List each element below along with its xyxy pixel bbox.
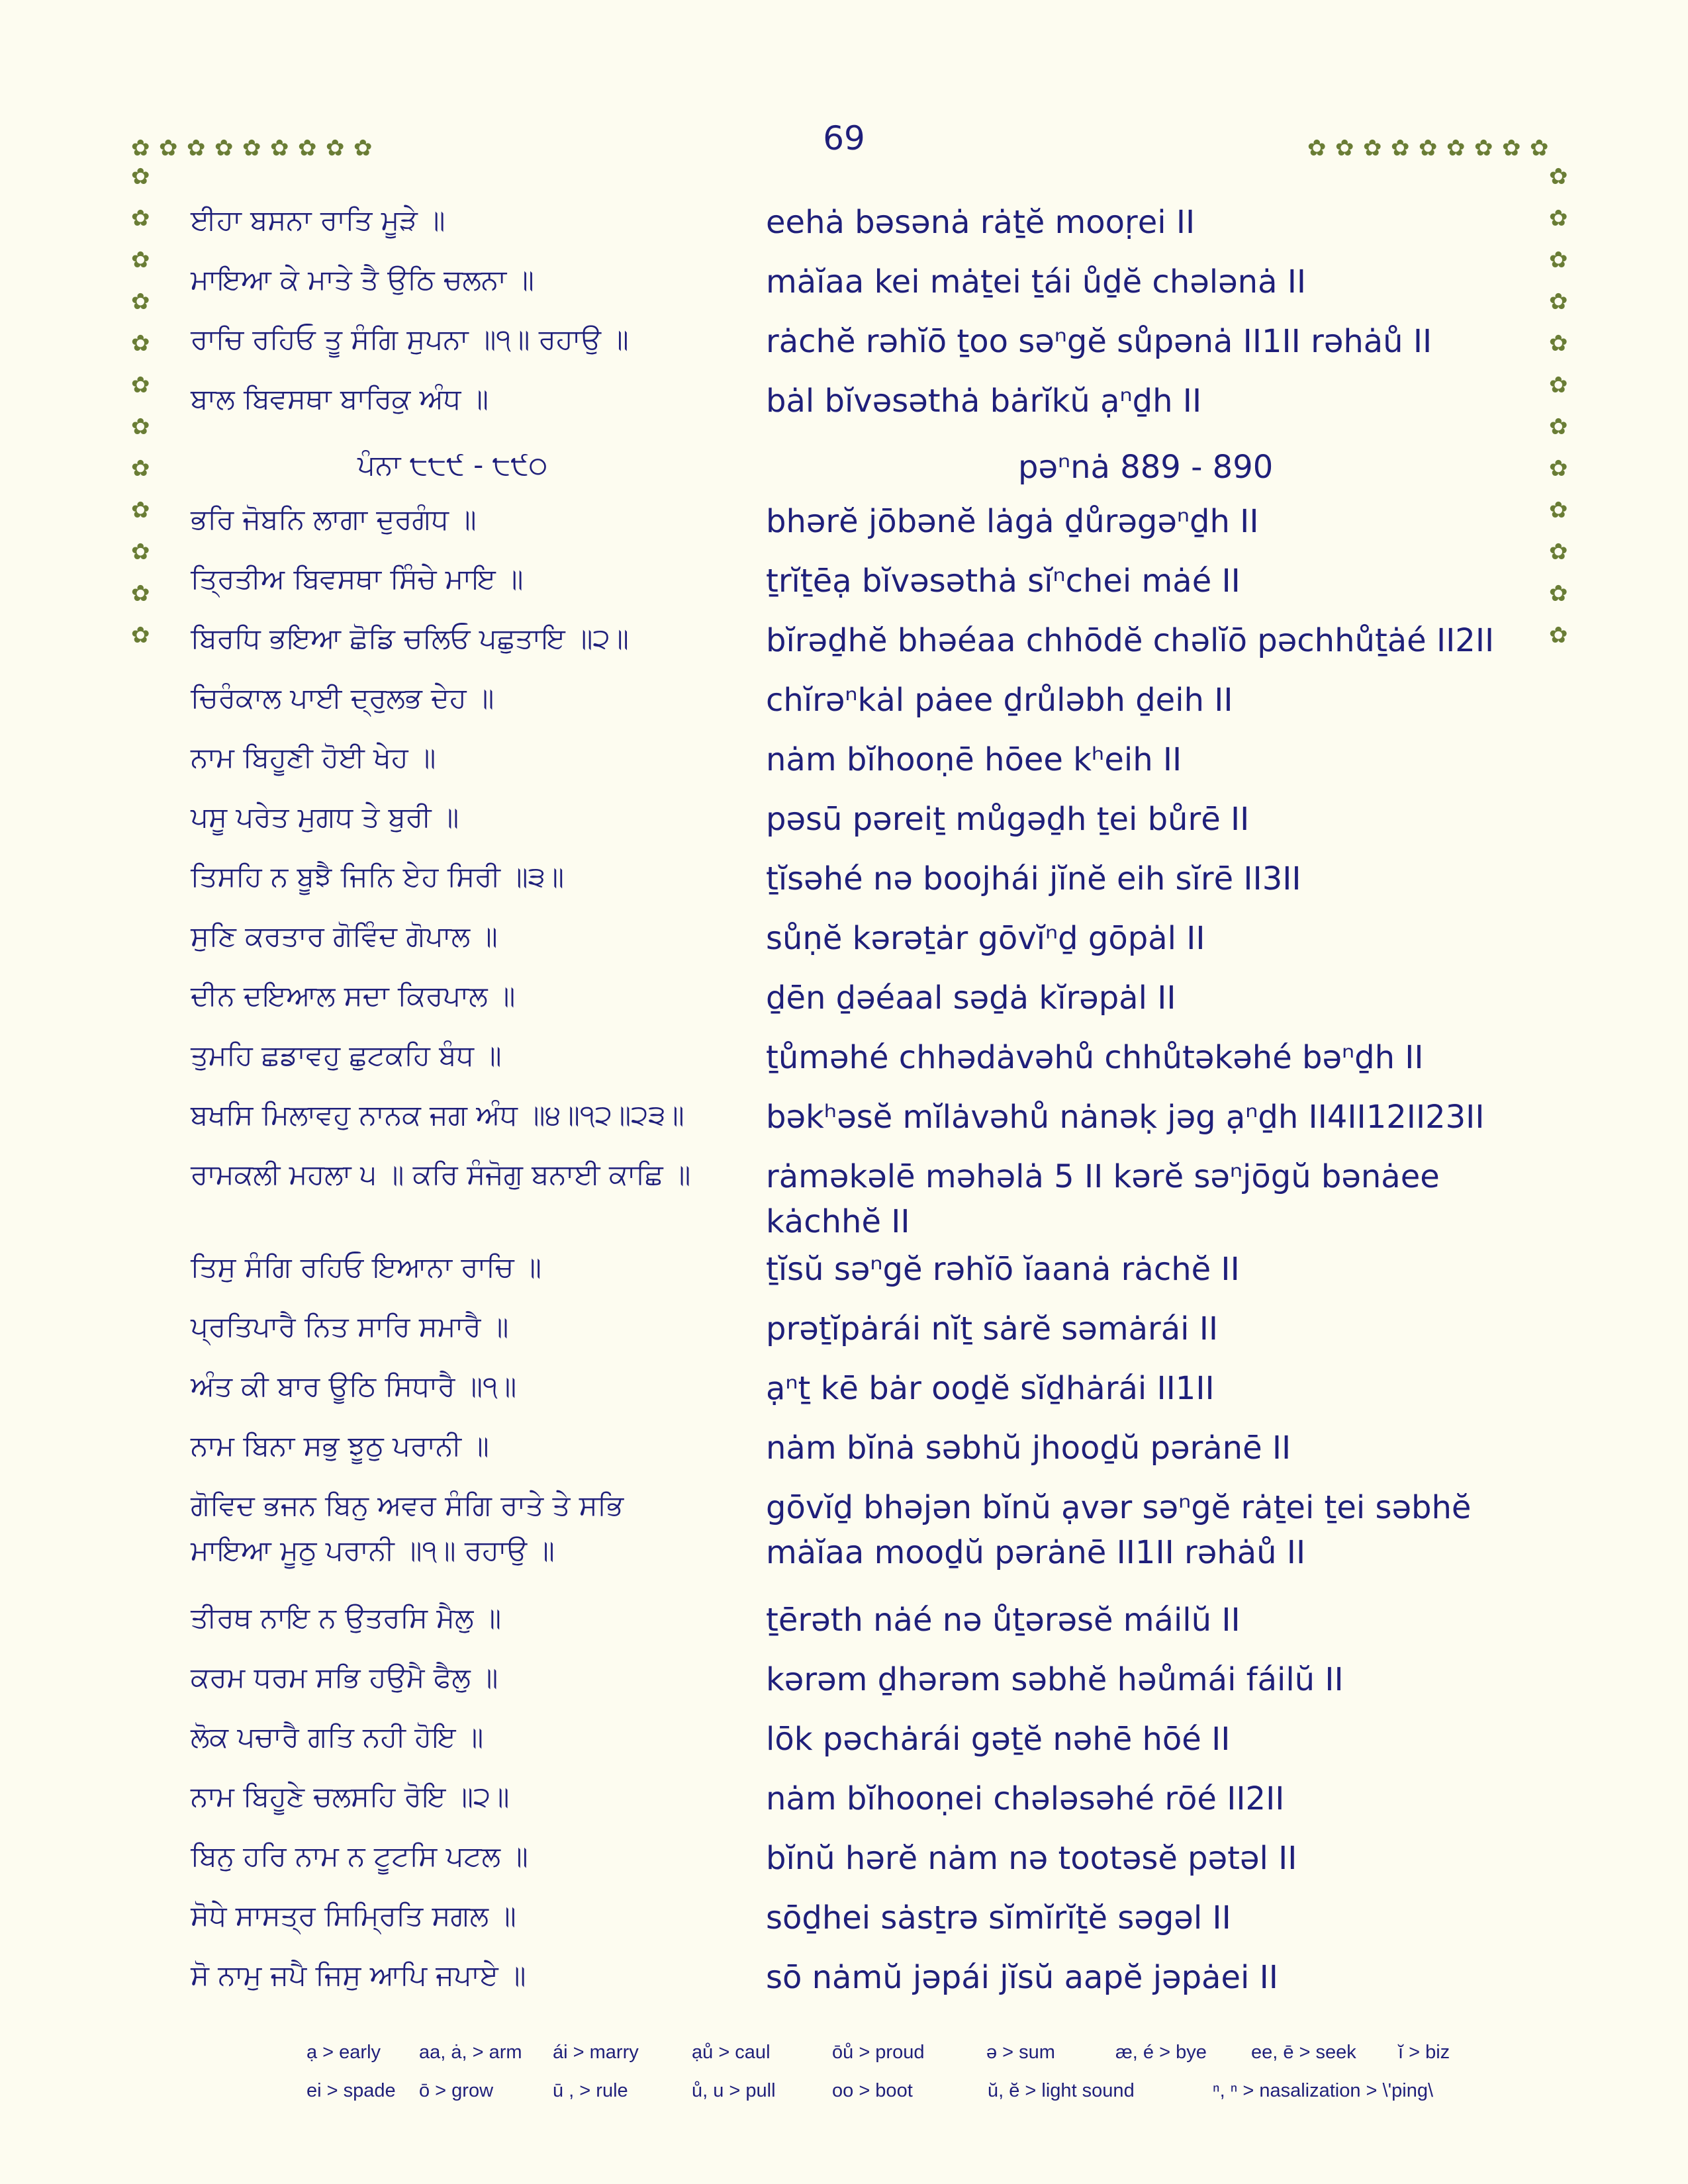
transliteration-text: sō nȧmŭ jəpái jĭsŭ aapĕ jəpȧei II bbox=[766, 1959, 1278, 1996]
gurmukhi-text: ਤੁਮਹਿ ਛਡਾਵਹੁ ਛੁਟਕਹਿ ਬੰਧ ॥ bbox=[191, 1039, 502, 1071]
transliteration-text: bəkʰəsĕ mĭlȧvəhů nȧnəḳ jəg ạⁿḏh II4II12II23II bbox=[766, 1099, 1485, 1136]
verse-line bbox=[0, 1158, 1688, 1240]
legend-item: ei > spade bbox=[306, 2080, 396, 2101]
transliteration-text: lōk pəchȧrái gəṯĕ nəhē hōé II bbox=[766, 1721, 1231, 1758]
verse-line bbox=[0, 741, 1688, 784]
flower-icon: ✿ bbox=[1549, 247, 1568, 273]
transliteration-text: nȧm bĭhooṇei chələsəhé rōé II2II bbox=[766, 1780, 1285, 1817]
flower-icon: ✿ bbox=[131, 580, 150, 607]
flower-icon: ✿ bbox=[131, 135, 150, 161]
transliteration-text: rȧməkəlē məhəlȧ 5 II kərĕ səⁿjōgŭ bənȧee bbox=[766, 1158, 1440, 1195]
verse-line bbox=[0, 1899, 1688, 1942]
gurmukhi-text: ਤਿਸਹਿ ਨ ਬੂਝੈ ਜਿਨਿ ਏਹ ਸਿਰੀ ॥੩॥ bbox=[191, 860, 565, 893]
gurmukhi-text: ਈਹਾ ਬਸਨਾ ਰਾਤਿ ਮੂੜੇ ॥ bbox=[191, 204, 445, 236]
flower-icon: ✿ bbox=[131, 414, 150, 440]
flower-icon: ✿ bbox=[1549, 539, 1568, 565]
gurmukhi-text: ਤਿਸੁ ਸੰਗਿ ਰਹਿਓ ਇਆਨਾ ਰਾਚਿ ॥ bbox=[191, 1251, 541, 1283]
flower-icon: ✿ bbox=[1474, 135, 1493, 161]
legend-item: ū , > rule bbox=[553, 2080, 628, 2101]
verse-line bbox=[0, 563, 1688, 605]
transliteration-text: bĭrəḏhĕ bhəéaa chhōdĕ chəlĭō pəchhůṯȧé II2II bbox=[766, 622, 1495, 659]
flower-icon: ✿ bbox=[187, 135, 206, 161]
flower-icon: ✿ bbox=[131, 205, 150, 232]
flower-icon: ✿ bbox=[131, 247, 150, 273]
verse-line bbox=[0, 1370, 1688, 1412]
flower-icon: ✿ bbox=[1363, 135, 1382, 161]
verse-line bbox=[0, 682, 1688, 724]
flower-icon: ✿ bbox=[1549, 455, 1568, 482]
verse-line bbox=[0, 1840, 1688, 1882]
gurmukhi-text: ਬਿਨੁ ਹਰਿ ਨਾਮ ਨ ਟੂਟਸਿ ਪਟਲ ॥ bbox=[191, 1840, 528, 1872]
gurmukhi-text: ਚਿਰੰਕਾਲ ਪਾਈ ਦ੍ਰੁਲਭ ਦੇਹ ॥ bbox=[191, 682, 494, 714]
gurmukhi-text: ਮਾਇਆ ਕੇ ਮਾਤੇ ਤੈ ਉਠਿ ਚਲਨਾ ॥ bbox=[191, 263, 534, 296]
transliteration-text: ṯrĭṯēạ bĭvəsəthȧ sĭⁿchei mȧé II bbox=[766, 563, 1241, 600]
verse-line bbox=[0, 1661, 1688, 1704]
flower-icon: ✿ bbox=[131, 497, 150, 523]
transliteration-text: ṯĭsŭ səⁿgĕ rəhĭō ĭaanȧ rȧchĕ II bbox=[766, 1251, 1240, 1288]
legend-item: ạ > early bbox=[306, 2042, 381, 2063]
verse-line bbox=[0, 979, 1688, 1022]
transliteration-text: ạⁿṯ kē bȧr ooḏĕ sĭḏhȧrái II1II bbox=[766, 1370, 1215, 1407]
flower-icon: ✿ bbox=[1549, 372, 1568, 398]
legend-item: ee, ē > seek bbox=[1251, 2042, 1356, 2063]
transliteration-text: ḏēn ḏəéaal səḏȧ kĭrəpȧl II bbox=[766, 979, 1176, 1017]
transliteration-text: ṯůməhé chhədȧvəhů chhůtəkəhé bəⁿḏh II bbox=[766, 1039, 1424, 1076]
gurmukhi-text: ਗੋਵਿਦ ਭਜਨ ਬਿਨੁ ਅਵਰ ਸੰਗਿ ਰਾਤੇ ਤੇ ਸਭਿ bbox=[191, 1489, 624, 1522]
flower-icon: ✿ bbox=[1549, 289, 1568, 315]
legend-row bbox=[0, 2042, 1688, 2068]
transliteration-text: rȧchĕ rəhĭō ṯoo səⁿgĕ sůpənȧ II1II rəhȧů II bbox=[766, 323, 1432, 360]
flower-icon: ✿ bbox=[1549, 330, 1568, 357]
gurmukhi-text: ਸੁਣਿ ਕਰਤਾਰ ਗੋਵਿੰਦ ਗੋਪਾਲ ॥ bbox=[191, 920, 498, 952]
verse-line bbox=[0, 1039, 1688, 1081]
transliteration-text-continued: mȧĭaa mooḏŭ pərȧnē II1II rəhȧů II bbox=[766, 1534, 1306, 1571]
verse-line bbox=[0, 503, 1688, 545]
gurmukhi-text: ਬਖਸਿ ਮਿਲਾਵਹੁ ਨਾਨਕ ਜਗ ਅੰਧ ॥੪॥੧੨॥੨੩॥ bbox=[191, 1099, 684, 1131]
gurmukhi-text: ਅੰਤ ਕੀ ਬਾਰ ਊਠਿ ਸਿਧਾਰੈ ॥੧॥ bbox=[191, 1370, 517, 1402]
legend-item: ō > grow bbox=[419, 2080, 494, 2101]
flower-icon: ✿ bbox=[214, 135, 234, 161]
transliteration-text: bȧl bĭvəsəthȧ bȧrĭkŭ ạⁿḏh II bbox=[766, 383, 1202, 420]
gurmukhi-text: ਸੋਧੇ ਸਾਸਤ੍ਰ ਸਿਮ੍ਰਿਤਿ ਸਗਲ ॥ bbox=[191, 1899, 516, 1932]
gurmukhi-text: ਨਾਮ ਬਿਹੂਣੀ ਹੋਈ ਖੇਹ ॥ bbox=[191, 741, 436, 774]
gurmukhi-text: ਪ੍ਰਤਿਪਾਰੈ ਨਿਤ ਸਾਰਿ ਸਮਾਰੈ ॥ bbox=[191, 1310, 509, 1343]
verse-line bbox=[0, 1489, 1688, 1571]
verse-line bbox=[0, 801, 1688, 843]
verse-line bbox=[0, 1959, 1688, 2001]
flower-icon: ✿ bbox=[1549, 163, 1568, 190]
legend-item: ạů > caul bbox=[692, 2042, 771, 2063]
flower-icon: ✿ bbox=[1549, 205, 1568, 232]
transliteration-text: kərəm ḏhərəm səbhĕ həůmái fáilŭ II bbox=[766, 1661, 1344, 1698]
gurmukhi-text: ਨਾਮ ਬਿਹੂਣੇ ਚਲਸਹਿ ਰੋਇ ॥੨॥ bbox=[191, 1780, 510, 1813]
verse-line bbox=[0, 1721, 1688, 1763]
legend-item: ŭ, ĕ > light sound bbox=[988, 2080, 1135, 2101]
flower-icon: ✿ bbox=[270, 135, 289, 161]
flower-icon: ✿ bbox=[1530, 135, 1549, 161]
gurmukhi-text: ਤ੍ਰਿਤੀਅ ਬਿਵਸਥਾ ਸਿੰਚੇ ਮਾਇ ॥ bbox=[191, 563, 524, 595]
transliteration-text: gōvĭḏ bhəjən bĭnŭ ạvər səⁿgĕ rȧṯei ṯei səbhĕ bbox=[766, 1489, 1472, 1526]
legend-item: ái > marry bbox=[553, 2042, 639, 2063]
verse-line bbox=[0, 383, 1688, 425]
gurmukhi-text: ਭਰਿ ਜੋਬਨਿ ਲਾਗਾ ਦੁਰਗੰਧ ॥ bbox=[191, 503, 477, 535]
verse-line bbox=[0, 1251, 1688, 1293]
flower-icon: ✿ bbox=[1419, 135, 1438, 161]
flower-icon: ✿ bbox=[131, 455, 150, 482]
verse-line bbox=[0, 1602, 1688, 1644]
transliteration-text: nȧm bĭnȧ səbhŭ jhooḏŭ pərȧnē II bbox=[766, 1430, 1291, 1467]
transliteration-text: sōḏhei sȧsṯrə sĭmĭrĭṯĕ səgəl II bbox=[766, 1899, 1231, 1936]
gurmukhi-text: ਪੰਨਾ ੮੮੯ - ੮੯੦ bbox=[357, 449, 548, 481]
flower-icon: ✿ bbox=[1549, 622, 1568, 649]
verse-line bbox=[0, 1430, 1688, 1472]
legend-item: ⁿ, ⁿ > nasalization > \'ping\ bbox=[1213, 2080, 1434, 2101]
transliteration-text: mȧĭaa kei mȧṯei ṯái ůḏĕ chələnȧ II bbox=[766, 263, 1307, 300]
flower-icon: ✿ bbox=[1446, 135, 1466, 161]
legend-item: ə > sum bbox=[986, 2042, 1055, 2063]
flower-icon: ✿ bbox=[1502, 135, 1521, 161]
legend-item: ōů > proud bbox=[832, 2042, 925, 2063]
verse-line bbox=[0, 860, 1688, 903]
verse-line bbox=[0, 1310, 1688, 1353]
verse-line bbox=[0, 323, 1688, 365]
flower-icon: ✿ bbox=[131, 163, 150, 190]
gurmukhi-text: ਦੀਨ ਦਇਆਲ ਸਦਾ ਕਿਰਪਾਲ ॥ bbox=[191, 979, 516, 1012]
flower-icon: ✿ bbox=[298, 135, 317, 161]
gurmukhi-text-continued: ਮਾਇਆ ਮੂਠੁ ਪਰਾਨੀ ॥੧॥ ਰਹਾਉ ॥ bbox=[191, 1534, 555, 1567]
page-range-heading bbox=[0, 449, 1688, 491]
transliteration-text: pəⁿnȧ 889 - 890 bbox=[1018, 449, 1274, 486]
flower-icon: ✿ bbox=[1307, 135, 1327, 161]
gurmukhi-text: ਤੀਰਥ ਨਾਇ ਨ ਉਤਰਸਿ ਮੈਲੁ ॥ bbox=[191, 1602, 502, 1634]
verse-line bbox=[0, 263, 1688, 306]
transliteration-text: prəṯĭpȧrái nĭṯ sȧrĕ səmȧrái II bbox=[766, 1310, 1219, 1347]
flower-icon: ✿ bbox=[1391, 135, 1410, 161]
flower-icon: ✿ bbox=[242, 135, 261, 161]
verse-line bbox=[0, 622, 1688, 664]
flower-icon: ✿ bbox=[131, 330, 150, 357]
flower-icon: ✿ bbox=[131, 289, 150, 315]
transliteration-text: chĭrəⁿkȧl pȧee ḏrůləbh ḏeih II bbox=[766, 682, 1233, 719]
flower-icon: ✿ bbox=[131, 372, 150, 398]
legend-item: ĭ > biz bbox=[1398, 2042, 1450, 2063]
flower-icon: ✿ bbox=[131, 622, 150, 649]
flower-icon: ✿ bbox=[131, 539, 150, 565]
transliteration-text: ṯērəth nȧé nə ůṯərəsĕ máilŭ II bbox=[766, 1602, 1241, 1639]
gurmukhi-text: ਬਾਲ ਬਿਵਸਥਾ ਬਾਰਿਕੁ ਅੰਧ ॥ bbox=[191, 383, 489, 415]
transliteration-text: eehȧ bəsənȧ rȧṯĕ mooṛei II bbox=[766, 204, 1196, 241]
flower-icon: ✿ bbox=[1335, 135, 1354, 161]
legend-item: ů, u > pull bbox=[692, 2080, 776, 2101]
page-number: 69 bbox=[823, 119, 865, 158]
gurmukhi-text: ਨਾਮ ਬਿਨਾ ਸਭੁ ਝੂਠੁ ਪਰਾਨੀ ॥ bbox=[191, 1430, 489, 1462]
flower-icon: ✿ bbox=[1549, 414, 1568, 440]
gurmukhi-text: ਸੋ ਨਾਮੁ ਜਪੈ ਜਿਸੁ ਆਪਿ ਜਪਾਏ ॥ bbox=[191, 1959, 526, 1991]
gurmukhi-text: ਰਾਮਕਲੀ ਮਹਲਾ ੫ ॥ ਕਰਿ ਸੰਜੋਗੁ ਬਨਾਈ ਕਾਛਿ ॥ bbox=[191, 1158, 691, 1191]
flower-icon: ✿ bbox=[1549, 580, 1568, 607]
legend-item: æ, é > bye bbox=[1115, 2042, 1207, 2063]
transliteration-text: ṯĭsəhé nə boojhái jĭnĕ eih sĭrē II3II bbox=[766, 860, 1301, 897]
transliteration-text: bhərĕ jōbənĕ lȧgȧ ḏůrəgəⁿḏh II bbox=[766, 503, 1259, 540]
verse-line bbox=[0, 920, 1688, 962]
verse-line bbox=[0, 1099, 1688, 1141]
flower-icon: ✿ bbox=[1549, 497, 1568, 523]
verse-line bbox=[0, 1780, 1688, 1823]
transliteration-text: pəsū pəreiṯ můgəḏh ṯei bůrē II bbox=[766, 801, 1250, 838]
gurmukhi-text: ਬਿਰਧਿ ਭਇਆ ਛੋਡਿ ਚਲਿਓ ਪਛੁਤਾਇ ॥੨॥ bbox=[191, 622, 629, 655]
legend-row bbox=[0, 2080, 1688, 2107]
transliteration-text: bĭnŭ hərĕ nȧm nə tootəsĕ pətəl II bbox=[766, 1840, 1297, 1877]
flower-icon: ✿ bbox=[159, 135, 178, 161]
legend-item: oo > boot bbox=[832, 2080, 913, 2101]
gurmukhi-text: ਕਰਮ ਧਰਮ ਸਭਿ ਹਉਮੈ ਫੈਲੁ ॥ bbox=[191, 1661, 498, 1694]
flower-icon: ✿ bbox=[326, 135, 345, 161]
verse-line bbox=[0, 204, 1688, 246]
flower-icon: ✿ bbox=[353, 135, 373, 161]
transliteration-text-continued: kȧchhĕ II bbox=[766, 1203, 910, 1240]
transliteration-text: nȧm bĭhooṇē hōee kʰeih II bbox=[766, 741, 1182, 778]
gurmukhi-text: ਰਾਚਿ ਰਹਿਓ ਤੂ ਸੰਗਿ ਸੁਪਨਾ ॥੧॥ ਰਹਾਉ ॥ bbox=[191, 323, 629, 355]
legend-item: aa, ȧ, > arm bbox=[419, 2042, 522, 2063]
gurmukhi-text: ਪਸੂ ਪਰੇਤ ਮੁਗਧ ਤੇ ਬੁਰੀ ॥ bbox=[191, 801, 459, 833]
transliteration-text: sůṇĕ kərəṯȧr gōvĭⁿḏ gōpȧl II bbox=[766, 920, 1205, 957]
gurmukhi-text: ਲੋਕ ਪਚਾਰੈ ਗਤਿ ਨਹੀ ਹੋਇ ॥ bbox=[191, 1721, 484, 1753]
